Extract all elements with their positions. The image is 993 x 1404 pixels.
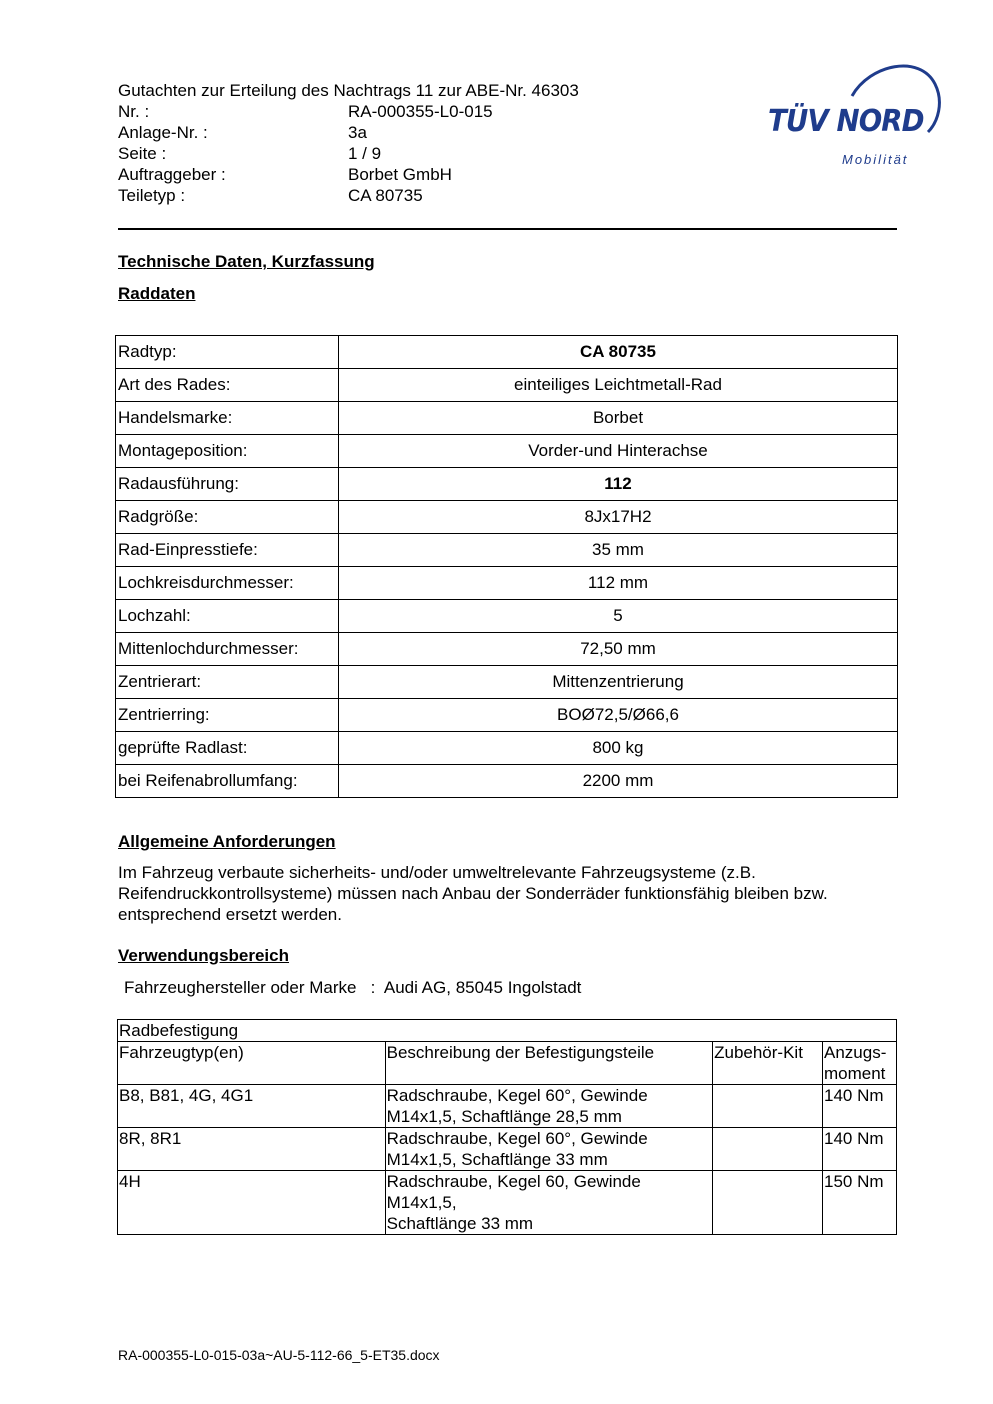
- section-heading-wheel-data: Raddaten: [118, 284, 196, 303]
- header-fields: [118, 101, 579, 206]
- wheel-data-key: Zentrierart:: [116, 666, 339, 699]
- wheel-data-row: [116, 501, 898, 534]
- fixing-table-row-cell: [713, 1085, 823, 1128]
- fixing-table-header-cell: Beschreibung der Befestigungsteile: [385, 1042, 712, 1085]
- fixing-table-row-cell: 140 Nm: [823, 1128, 897, 1171]
- wheel-data-key: Radtyp:: [116, 336, 339, 369]
- wheel-data-key: geprüfte Radlast:: [116, 732, 339, 765]
- footer-filename: RA-000355-L0-015-03a~AU-5-112-66_5-ET35.docx: [118, 1347, 440, 1363]
- wheel-data-value: 35 mm: [339, 534, 898, 567]
- fixing-table-row-cell: Radschraube, Kegel 60°, Gewinde M14x1,5, Schaftlänge 28,5 mm: [385, 1085, 712, 1128]
- wheel-data-key: Art des Rades:: [116, 369, 339, 402]
- wheel-data-value: 112 mm: [339, 567, 898, 600]
- fixing-table-row-cell: Radschraube, Kegel 60°, Gewinde M14x1,5, Schaftlänge 33 mm: [385, 1128, 712, 1171]
- manufacturer-label: Fahrzeughersteller oder Marke: [124, 978, 357, 997]
- fixing-table-header-cell: Zubehör-Kit: [713, 1042, 823, 1085]
- wheel-data-value: Vorder-und Hinterachse: [339, 435, 898, 468]
- header-field-value: CA 80735: [348, 186, 423, 205]
- wheel-data-key: Radgröße:: [116, 501, 339, 534]
- wheel-data-key: Mittenlochdurchmesser:: [116, 633, 339, 666]
- wheel-data-value: 8Jx17H2: [339, 501, 898, 534]
- header-field: [118, 164, 579, 185]
- fixing-table-row-cell: [713, 1128, 823, 1171]
- fixing-table-caption: Radbefestigung: [118, 1020, 897, 1042]
- wheel-data-row: [116, 633, 898, 666]
- logo-wordmark: TÜV NORD: [768, 104, 924, 139]
- fixing-table-row-cell: 4H: [118, 1171, 386, 1235]
- header-field: [118, 101, 579, 122]
- wheel-data-row: [116, 468, 898, 501]
- header-field: [118, 122, 579, 143]
- wheel-data-row: [116, 402, 898, 435]
- fixing-table-row: [118, 1171, 897, 1235]
- wheel-data-row: [116, 534, 898, 567]
- header-field-value: 3a: [348, 123, 367, 142]
- wheel-data-value: 2200 mm: [339, 765, 898, 798]
- wheel-data-row: [116, 765, 898, 798]
- tuv-nord-logo: [760, 56, 950, 176]
- header-divider: [118, 228, 897, 230]
- wheel-data-row: [116, 699, 898, 732]
- wheel-data-value: BOØ72,5/Ø66,6: [339, 699, 898, 732]
- wheel-data-key: Handelsmarke:: [116, 402, 339, 435]
- wheel-data-key: Lochzahl:: [116, 600, 339, 633]
- manufacturer-line: [124, 978, 581, 998]
- document-title: Gutachten zur Erteilung des Nachtrags 11 zur ABE-Nr. 46303: [118, 81, 579, 100]
- section-heading-usage: Verwendungsbereich: [118, 946, 289, 965]
- fixing-table-row-cell: Radschraube, Kegel 60, Gewinde M14x1,5, Schaftlänge 33 mm: [385, 1171, 712, 1235]
- wheel-data-value: CA 80735: [339, 336, 898, 369]
- wheel-data-value: einteiliges Leichtmetall-Rad: [339, 369, 898, 402]
- fixing-table-row-cell: B8, B81, 4G, 4G1: [118, 1085, 386, 1128]
- section-heading-requirements: Allgemeine Anforderungen: [118, 832, 336, 851]
- wheel-data-key: Zentrierring:: [116, 699, 339, 732]
- logo-subtitle: Mobilität: [842, 152, 909, 167]
- fixing-table-header-cell: Anzugs- moment: [823, 1042, 897, 1085]
- wheel-data-row: [116, 666, 898, 699]
- header-field-label: Anlage-Nr. :: [118, 123, 208, 142]
- fixing-table-row-cell: 150 Nm: [823, 1171, 897, 1235]
- wheel-data-key: Rad-Einpresstiefe:: [116, 534, 339, 567]
- header-field-value: RA-000355-L0-015: [348, 102, 493, 121]
- fixing-table-row: [118, 1128, 897, 1171]
- header-field-value: 1 / 9: [348, 144, 382, 163]
- wheel-data-value: 72,50 mm: [339, 633, 898, 666]
- wheel-data-row: [116, 600, 898, 633]
- fixing-table-row-cell: 140 Nm: [823, 1085, 897, 1128]
- wheel-data-row: [116, 567, 898, 600]
- wheel-data-row: [116, 336, 898, 369]
- wheel-fixing-table: [117, 1019, 897, 1235]
- header-field-label: Teiletyp :: [118, 186, 186, 205]
- wheel-data-value: Borbet: [339, 402, 898, 435]
- header-field-value: Borbet GmbH: [348, 165, 452, 184]
- wheel-data-value: 112: [339, 468, 898, 501]
- wheel-data-key: bei Reifenabrollumfang:: [116, 765, 339, 798]
- fixing-table-row-cell: 8R, 8R1: [118, 1128, 386, 1171]
- requirements-text: Im Fahrzeug verbaute sicherheits- und/oder umweltrelevante Fahrzeugsysteme (z.B. Reifendruckkontrollsysteme) müssen nach Anbau der Sonderräder funktionsfähig bleiben bzw. entsprechend ersetzt werden.: [118, 863, 828, 924]
- header-field-label: Auftraggeber :: [118, 165, 226, 184]
- manufacturer-separator: :: [370, 978, 376, 997]
- header-field-label: Nr. :: [118, 102, 150, 121]
- document-header: [118, 80, 579, 206]
- fixing-table-row-cell: [713, 1171, 823, 1235]
- wheel-data-value: 5: [339, 600, 898, 633]
- header-field: [118, 143, 579, 164]
- wheel-data-row: [116, 369, 898, 402]
- wheel-data-row: [116, 435, 898, 468]
- wheel-data-table: [115, 335, 898, 798]
- wheel-data-key: Lochkreisdurchmesser:: [116, 567, 339, 600]
- section-heading-technical: Technische Daten, Kurzfassung: [118, 252, 375, 271]
- wheel-data-key: Montageposition:: [116, 435, 339, 468]
- manufacturer-value: Audi AG, 85045 Ingolstadt: [383, 978, 582, 997]
- fixing-table-header-cell: Fahrzeugtyp(en): [118, 1042, 386, 1085]
- wheel-data-row: [116, 732, 898, 765]
- fixing-table-row: [118, 1085, 897, 1128]
- wheel-data-value: Mittenzentrierung: [339, 666, 898, 699]
- header-field: [118, 185, 579, 206]
- wheel-data-value: 800 kg: [339, 732, 898, 765]
- fixing-table-header: [118, 1042, 897, 1085]
- header-field-label: Seite :: [118, 144, 167, 163]
- wheel-data-key: Radausführung:: [116, 468, 339, 501]
